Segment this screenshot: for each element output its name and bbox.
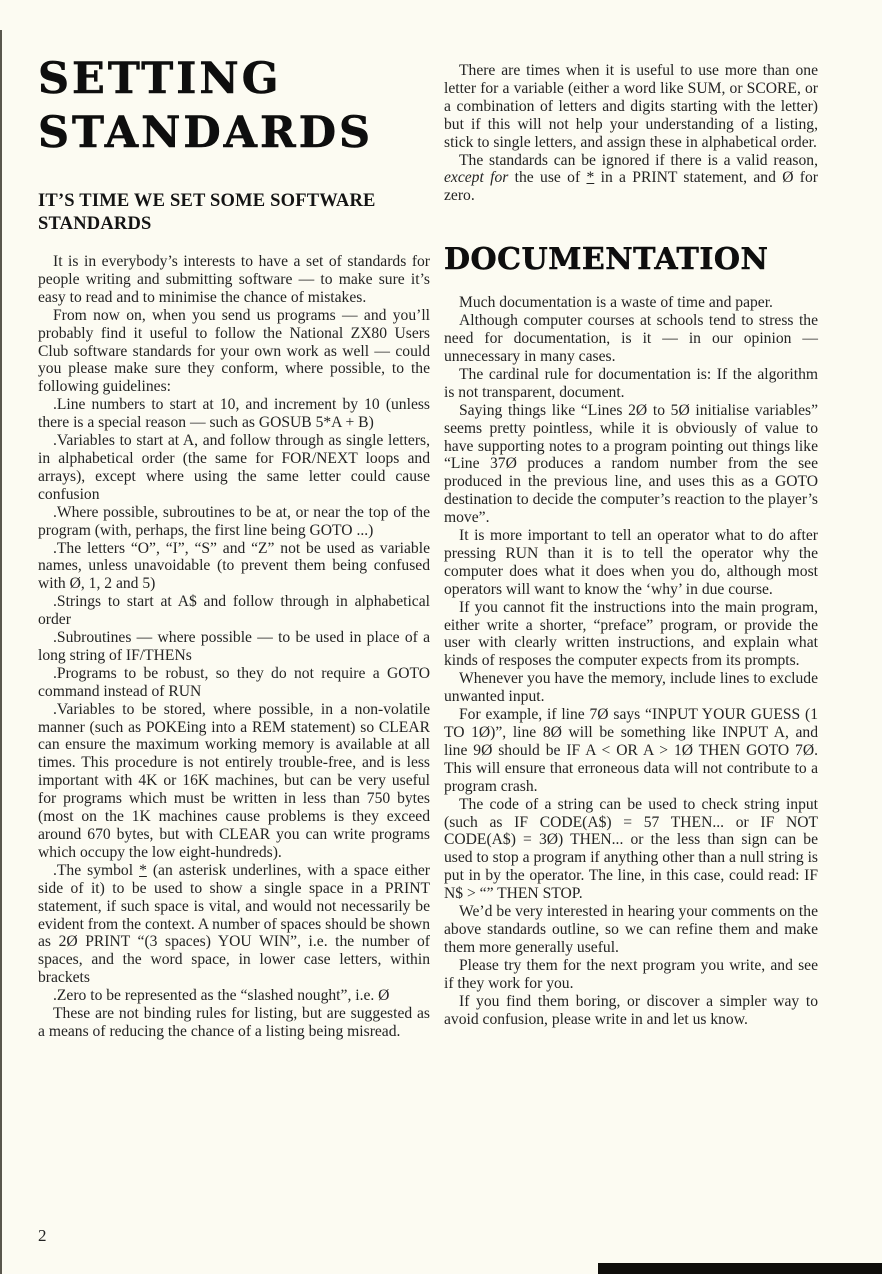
- article-title-line1: SETTING: [38, 54, 282, 104]
- article-subtitle: IT’S TIME WE SET SOME SOFTWARE STANDARDS: [38, 191, 376, 234]
- left-column-body: [38, 253, 430, 1041]
- paragraph-doc-courses: Although computer courses at schools tend to stress the need for documentation, is it — in our opinion — unnecessary in many cases.: [444, 312, 818, 365]
- italic-except-for: except for: [444, 169, 509, 187]
- paragraph-guidelines-lead: From now on, when you send us programs — and you’ll probably find it useful to follow the National ZX80 Users Club software standards for your own work as well — could you please make sure they conform, where possible, to the following guidelines:: [38, 306, 430, 396]
- scan-artifact-bottom-bar: [598, 1263, 882, 1274]
- guideline-line-numbers: .Line numbers to start at 10, and increment by 10 (unless there is a special reason — such as GOSUB 5*A + B): [38, 396, 430, 432]
- documentation-heading: DOCUMENTATION: [444, 242, 769, 278]
- text-fragment: The standards can be ignored if there is a valid reason,: [459, 151, 818, 169]
- guideline-subroutines-use: .Subroutines — where possible — to be used in place of a long string of IF/THENs: [38, 629, 430, 664]
- left-column: [38, 0, 430, 1041]
- guideline-variables: .Variables to start at A, and follow through as single letters, in alphabetical order (the same for FOR/NEXT loops and arrays), except where using the same letter could cause confusion: [38, 432, 430, 503]
- paragraph-intro: It is in everybody’s interests to have a set of standards for people writing and submitting software — to make sure it’s easy to read and to minimise the chance of mistakes.: [38, 253, 430, 306]
- paragraph-supporting-notes: Saying things like “Lines 2Ø to 5Ø initialise variables” seems pretty pointless, while it is obviously of value to have supporting notes to a program pointing out things like “Line 37Ø produces a random number from the see produced in the previous line, and uses this as a GOTO destination to decide the computer’s reaction to the player’s move”.: [444, 401, 818, 527]
- paragraph-try-them: Please try them for the next program you write, and see if they work for you.: [444, 956, 818, 992]
- text-fragment: in a PRINT statement, and Ø for zero.: [444, 169, 818, 205]
- paragraph-cardinal-rule: The cardinal rule for documentation is: If the algorithm is not transparent, document.: [444, 365, 818, 401]
- paragraph-comments-request: We’d be very interested in hearing your comments on the above standards outline, so we can refine them and make them more generally useful.: [444, 903, 818, 956]
- paragraph-string-code-check: The code of a string can be used to check string input (such as IF CODE(A$) = 57 THEN... or IF NOT CODE(A$) = 3Ø) THEN... or the less than sign can be used to stop a program if anything other than a null string is put in by the operator. The line, in this case, could read: IF N$ > “” THEN STOP.: [444, 795, 818, 903]
- paragraph-multi-letter-variables: There are times when it is useful to use more than one letter for a variable (either a word like SUM, or SCORE, or a combination of letters and digits starting with the letter) but if this will not help your understanding of a listing, stick to single letters, and assign these in alphabetical order.: [444, 62, 818, 151]
- paragraph-write-in: If you find them boring, or discover a simpler way to avoid confusion, please write in and let us know.: [444, 992, 818, 1028]
- guideline-strings: .Strings to start at A$ and follow through in alphabetical order: [38, 593, 430, 629]
- guideline-letters: .The letters “O”, “I”, “S” and “Z” not be used as variable names, unless unavoidable (to prevent them being confused with Ø, 1, 2 and 5): [38, 539, 430, 593]
- right-column: [444, 0, 818, 1028]
- article-title-line2: STANDARDS: [38, 108, 374, 158]
- underlined-asterisk: *: [586, 169, 595, 187]
- right-column-top-body: [444, 62, 818, 205]
- paragraph-preface-program: If you cannot fit the instructions into the main program, either write a shorter, “preface” program, or provide the user with clearly written instructions, and explain what kinds of resposes the computer expects from its prompts.: [444, 598, 818, 670]
- article-title: [38, 52, 430, 160]
- paragraph-doc-waste: Much documentation is a waste of time and paper.: [459, 294, 773, 312]
- text-fragment: (an asterisk underlines, with a space either side of it) to be used to show a single space in a PRINT statement, if such space is vital, and would not necessarily be evident from the context. A number of spaces should be shown as 2Ø PRINT “(3 spaces) YOU WIN”, i.e. the number of spaces, and the word space, in lower case letters, within brackets: [38, 861, 430, 987]
- guideline-variable-storage: .Variables to be stored, where possible, in a non-volatile manner (such as POKEing into a REM statement) so CLEAR can ensure the maximum working memory is available at all times. This procedure is not entirely trouble-free, and is less important with 4K or 16K machines, but can be very useful for programs which must be written in less than 750 bytes (most on the 1K machines cause problems is they exceed around 670 bytes, but with CLEAR you can write programs which occupy the low eight-hundreds).: [38, 700, 430, 861]
- guideline-robust-programs: .Programs to be robust, so they do not require a GOTO command instead of RUN: [38, 664, 430, 700]
- paragraph-exclude-input: Whenever you have the memory, include lines to exclude unwanted input.: [444, 670, 818, 706]
- page-number: 2: [38, 1226, 47, 1245]
- guideline-slashed-nought: .Zero to be represented as the “slashed nought”, i.e. Ø: [53, 987, 390, 1005]
- underlined-asterisk: *: [139, 861, 147, 879]
- paragraph-input-example: For example, if line 7Ø says “INPUT YOUR GUESS (1 TO 1Ø)”, line 8Ø will be something like INPUT A, and line 9Ø should be IF A < OR A > 1Ø THEN GOTO 7Ø. This will ensure that erroneous data will not contribute to a program crash.: [444, 706, 818, 795]
- scan-artifact-left-edge: [0, 30, 2, 1274]
- guideline-subroutines-position: .Where possible, subroutines to be at, or near the top of the program (with, perhaps, the first line being GOTO ...): [38, 503, 430, 539]
- documentation-body: [444, 294, 818, 1028]
- text-fragment: .The symbol: [53, 861, 140, 879]
- paragraph-closing-rules: These are not binding rules for listing, but are suggested as a means of reducing the chance of a listing being misread.: [38, 1005, 430, 1040]
- guideline-space-symbol: [38, 862, 430, 987]
- paragraph-operator-instructions: It is more important to tell an operator what to do after pressing RUN than it is to tell the operator why the computer does what it does when you do, although most operators will want to know the ‘why’ in due course.: [444, 527, 818, 598]
- paragraph-standards-exceptions: [444, 152, 818, 206]
- text-fragment: the use of: [508, 169, 587, 187]
